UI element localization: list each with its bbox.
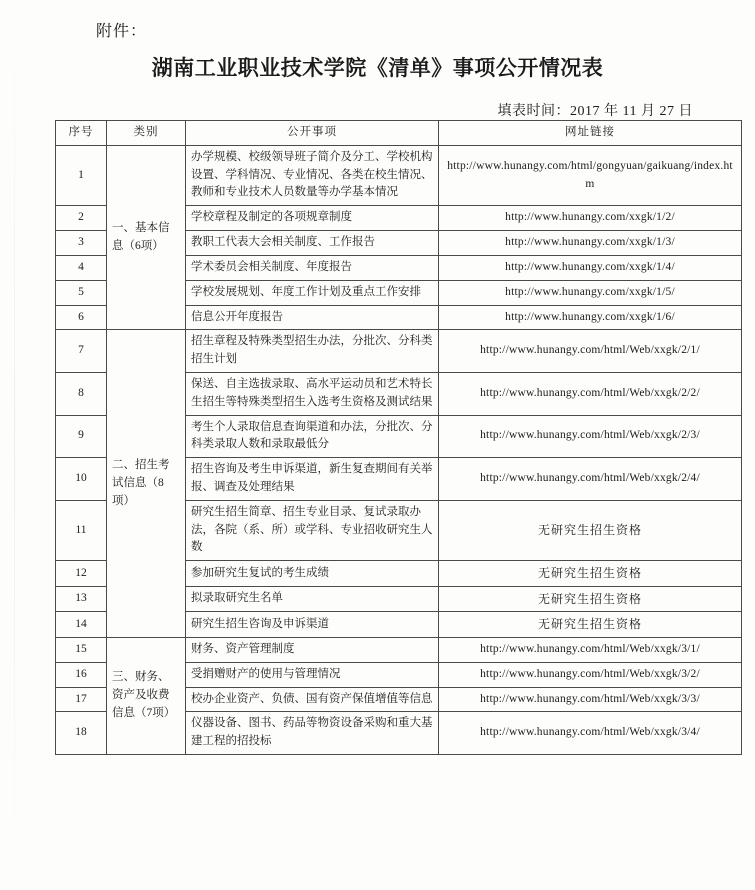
cell-item: 受捐赠财产的使用与管理情况	[186, 662, 439, 687]
cell-item: 拟录取研究生名单	[186, 586, 439, 612]
cell-item: 研究生招生咨询及申诉渠道	[186, 612, 439, 638]
cell-seq: 5	[56, 280, 107, 305]
cell-link-url[interactable]: http://www.hunangy.com/xxgk/1/6/	[439, 305, 742, 330]
cell-seq: 1	[56, 145, 107, 205]
cell-link-url[interactable]: http://www.hunangy.com/html/Web/xxgk/2/4/	[439, 458, 742, 501]
cell-item: 办学规模、校级领导班子简介及分工、学校机构设置、学科情况、专业情况、各类在校生情况、教师和专业技术人员数量等办学基本情况	[186, 145, 439, 205]
page-title: 湖南工业职业技术学院《清单》事项公开情况表	[151, 56, 604, 80]
cell-link-url[interactable]: http://www.hunangy.com/xxgk/1/3/	[439, 231, 742, 256]
cell-item: 招生章程及特殊类型招生办法，分批次、分科类招生计划	[186, 330, 439, 373]
cell-seq: 4	[56, 255, 107, 280]
table-header-row	[56, 121, 742, 146]
cell-link-url[interactable]: http://www.hunangy.com/html/Web/xxgk/3/4/	[439, 712, 742, 755]
table-row	[56, 330, 742, 373]
cell-category: 三、财务、资产及收费信息（7项）	[107, 638, 186, 755]
column-header-item: 公开事项	[186, 121, 439, 146]
cell-item: 参加研究生复试的考生成绩	[186, 561, 439, 587]
cell-link-url[interactable]: http://www.hunangy.com/xxgk/1/2/	[439, 206, 742, 231]
cell-link-note: 无研究生招生资格	[439, 612, 742, 638]
cell-category: 二、招生考试信息（8项）	[107, 330, 186, 638]
cell-item: 信息公开年度报告	[186, 305, 439, 330]
cell-link-url[interactable]: http://www.hunangy.com/html/Web/xxgk/2/3/	[439, 415, 742, 458]
cell-seq: 7	[56, 330, 107, 373]
cell-item: 学校发展规划、年度工作计划及重点工作安排	[186, 280, 439, 305]
cell-seq: 10	[56, 458, 107, 501]
cell-link-url[interactable]: http://www.hunangy.com/html/gongyuan/gaikuang/index.htm	[439, 145, 742, 205]
table-body	[56, 145, 742, 754]
cell-seq: 16	[56, 662, 107, 687]
column-header-seq: 序号	[56, 121, 107, 146]
cell-seq: 2	[56, 206, 107, 231]
cell-seq: 11	[56, 500, 107, 560]
attachment-label: 附件：	[96, 23, 148, 40]
cell-item: 招生咨询及考生申诉渠道，新生复查期间有关举报、调查及处理结果	[186, 458, 439, 501]
cell-link-url[interactable]: http://www.hunangy.com/html/Web/xxgk/2/1/	[439, 330, 742, 373]
cell-link-url[interactable]: http://www.hunangy.com/html/Web/xxgk/3/2/	[439, 662, 742, 687]
cell-seq: 3	[56, 231, 107, 256]
cell-seq: 6	[56, 305, 107, 330]
cell-link-note: 无研究生招生资格	[439, 500, 742, 560]
cell-seq: 18	[56, 712, 107, 755]
cell-link-note: 无研究生招生资格	[439, 586, 742, 612]
cell-seq: 8	[56, 372, 107, 415]
cell-item: 仪器设备、图书、药品等物资设备采购和重大基建工程的招投标	[186, 712, 439, 755]
disclosure-table	[55, 120, 742, 755]
cell-link-url[interactable]: http://www.hunangy.com/xxgk/1/4/	[439, 255, 742, 280]
cell-seq: 9	[56, 415, 107, 458]
cell-item: 学校章程及制定的各项规章制度	[186, 206, 439, 231]
column-header-category: 类别	[107, 121, 186, 146]
cell-item: 考生个人录取信息查询渠道和办法，分批次、分科类录取人数和录取最低分	[186, 415, 439, 458]
cell-category: 一、基本信息（6项）	[107, 145, 186, 330]
table-row	[56, 145, 742, 205]
cell-seq: 14	[56, 612, 107, 638]
cell-link-url[interactable]: http://www.hunangy.com/html/Web/xxgk/3/3/	[439, 687, 742, 712]
cell-link-note: 无研究生招生资格	[439, 561, 742, 587]
cell-seq: 17	[56, 687, 107, 712]
cell-link-url[interactable]: http://www.hunangy.com/xxgk/1/5/	[439, 280, 742, 305]
cell-item: 财务、资产管理制度	[186, 638, 439, 663]
table-row	[56, 638, 742, 663]
cell-item: 保送、自主选拔录取、高水平运动员和艺术特长生招生等特殊类型招生入选考生资格及测试结果	[186, 372, 439, 415]
cell-seq: 12	[56, 561, 107, 587]
cell-item: 学术委员会相关制度、年度报告	[186, 255, 439, 280]
page-edge-shadow	[14, 0, 15, 890]
cell-item: 研究生招生简章、招生专业目录、复试录取办法，各院（系、所）或学科、专业招收研究生人数	[186, 500, 439, 560]
fill-date: 填表时间：2017 年 11 月 27 日	[497, 104, 693, 119]
cell-link-url[interactable]: http://www.hunangy.com/html/Web/xxgk/3/1/	[439, 638, 742, 663]
cell-item: 校办企业资产、负债、国有资产保值增值等信息	[186, 687, 439, 712]
cell-item: 教职工代表大会相关制度、工作报告	[186, 231, 439, 256]
column-header-link: 网址链接	[439, 121, 742, 146]
cell-seq: 15	[56, 638, 107, 663]
cell-link-url[interactable]: http://www.hunangy.com/html/Web/xxgk/2/2/	[439, 372, 742, 415]
cell-seq: 13	[56, 586, 107, 612]
